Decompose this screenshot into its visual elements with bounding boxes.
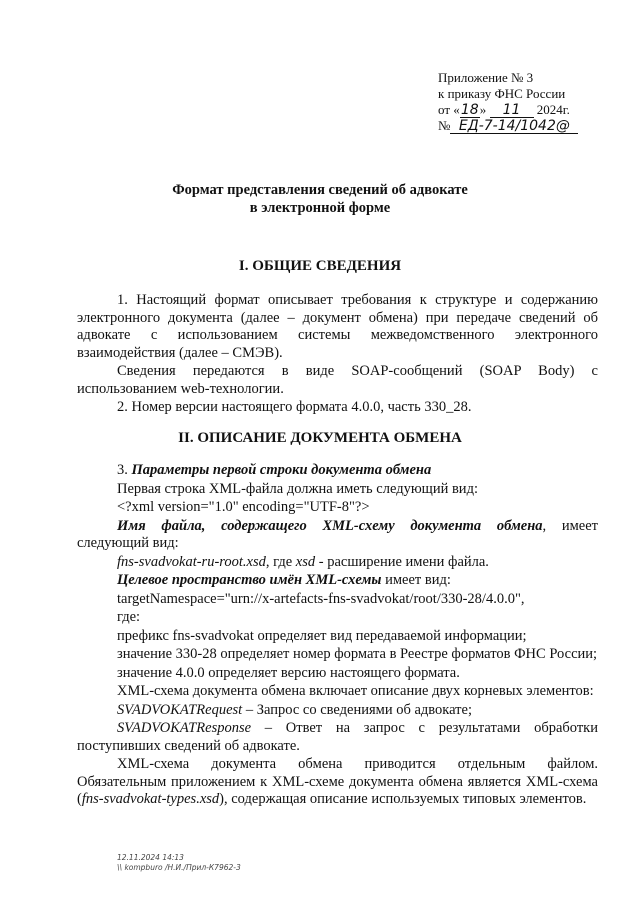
clause-number: 3. [117, 462, 132, 478]
schema-file-heading: Имя файла, содержащего XML-схему документа обмена [117, 517, 543, 534]
section-2-paragraph-1 [77, 462, 598, 480]
section-1-heading: I. ОБЩИЕ СВЕДЕНИЯ [238, 258, 402, 274]
appendix-date [438, 102, 578, 118]
date-day: 18 [460, 102, 479, 118]
xsd-extension: xsd [295, 553, 316, 570]
section-2-paragraph-6 [77, 572, 598, 590]
section-2-paragraph-11: значение 4.0.0 определяет версию настоящего формата. [117, 664, 460, 681]
number-prefix: № [438, 118, 451, 133]
section-2-paragraph-14 [77, 720, 598, 755]
namespace-rest: имеет вид: [381, 572, 451, 588]
title-line-2: в электронной форме [249, 200, 391, 216]
section-1-body [77, 292, 598, 417]
namespace-heading: Целевое пространство имён XML-схемы [117, 572, 382, 588]
date-mid: » [479, 102, 487, 117]
appendix-block [438, 70, 578, 134]
request-description: – Запрос со сведениями об адвокате; [242, 701, 472, 718]
where-label: где: [117, 609, 141, 625]
appendix-line-2: к приказу ФНС России [438, 86, 566, 101]
schema-file-suffix: - расширение имени файла. [315, 553, 489, 570]
section-1-paragraph-1: 1. Настоящий формат описывает требования к структуре и содержанию электронного документа (далее – документ обмена) при передаче сведений об адвокате с использованием системы межведомственного электронного взаимодействия (далее – СМЭВ). [77, 292, 598, 361]
response-description: – Ответ на запрос с результатами обработки поступивших сведений об адвокате. [77, 720, 598, 754]
section-1-paragraph-2: Сведения передаются в виде SOAP-сообщений (SOAP Body) с использованием web-технологии. [77, 363, 598, 397]
section-2-paragraph-10: значение 330-28 определяет номер формата в Реестре форматов ФНС России; [117, 646, 598, 662]
document-title [0, 181, 640, 217]
section-2-paragraph-12: XML-схема документа обмена включает описание двух корневых элементов: [117, 683, 594, 699]
section-2-heading: II. ОПИСАНИЕ ДОКУМЕНТА ОБМЕНА [178, 430, 462, 446]
types-schema-text-a: XML-схема документа обмена приводится отдельным файлом. Обязательным приложением к XML-схеме документа обмена является XML-схема ( [77, 756, 598, 807]
request-element: SVADVOKATRequest [117, 701, 243, 718]
schema-file-mid: , где [265, 553, 296, 570]
section-2-paragraph-4 [77, 518, 598, 553]
appendix-line-1: Приложение № 3 [438, 70, 534, 85]
date-year: 2024г. [536, 102, 570, 117]
print-footer [117, 853, 241, 873]
schema-file-name: fns-svadvokat-ru-root.xsd [117, 553, 266, 570]
section-2-body [77, 462, 598, 809]
types-schema-text-b: ), содержащая описание используемых типовых элементов. [219, 791, 587, 807]
date-month: 11 [490, 104, 534, 118]
section-2-paragraph-5 [77, 554, 598, 572]
footer-timestamp: 12.11.2024 14:13 [117, 853, 184, 862]
section-2-paragraph-9: префикс fns-svadvokat определяет вид передаваемой информации; [117, 627, 527, 644]
footer-path: \\ kompburo /Н.И./Прил-К7962-3 [117, 863, 241, 872]
section-1-paragraph-3: 2. Номер версии настоящего формата 4.0.0, часть 330_28. [117, 399, 472, 415]
date-prefix: от « [438, 102, 460, 117]
section-2-paragraph-2: Первая строка XML-файла должна иметь следующий вид: [117, 480, 478, 497]
schema-file-rest: , имеет следующий вид: [77, 517, 598, 551]
xml-declaration: <?xml version="1.0" encoding="UTF-8"?> [117, 499, 370, 515]
clause-heading: Параметры первой строки документа обмена [131, 462, 432, 478]
types-schema-file: fns-svadvokat-types.xsd [81, 791, 220, 807]
section-2-paragraph-15 [77, 756, 598, 809]
section-2-paragraph-13 [77, 702, 598, 720]
appendix-number [438, 118, 578, 134]
order-number: ЕД-7-14/1042@ [450, 120, 578, 134]
title-line-1: Формат представления сведений об адвокате [172, 182, 468, 198]
response-element: SVADVOKATResponse [117, 720, 252, 736]
target-namespace: targetNamespace="urn://x-artefacts-fns-svadvokat/root/330-28/4.0.0", [117, 590, 525, 607]
